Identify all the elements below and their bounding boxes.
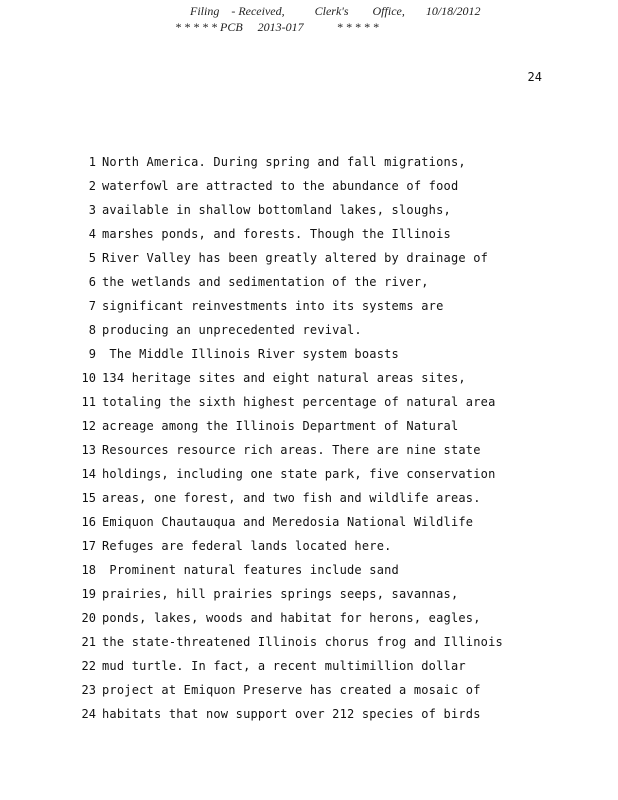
transcript-line [0, 680, 618, 704]
line-text: the wetlands and sedimentation of the river, [102, 275, 429, 289]
line-number: 21 [81, 635, 96, 649]
line-number: 17 [81, 539, 96, 553]
line-text: The Middle Illinois River system boasts [102, 347, 399, 361]
transcript-line [0, 392, 618, 416]
line-text: totaling the sixth highest percentage of natural area [102, 395, 496, 409]
transcript-line [0, 584, 618, 608]
line-text: areas, one forest, and two fish and wildlife areas. [102, 491, 481, 505]
transcript-line [0, 224, 618, 248]
line-number: 7 [88, 299, 96, 313]
transcript-line [0, 440, 618, 464]
transcript-line [0, 344, 618, 368]
line-text: prairies, hill prairies springs seeps, savannas, [102, 587, 459, 601]
line-text: the state-threatened Illinois chorus frog and Illinois [102, 635, 503, 649]
transcript-line [0, 272, 618, 296]
line-text: Prominent natural features include sand [102, 563, 399, 577]
line-text: Emiquon Chautauqua and Meredosia National Wildlife [102, 515, 474, 529]
transcript-line [0, 296, 618, 320]
line-number: 5 [88, 251, 96, 265]
transcript-line [0, 416, 618, 440]
line-text: acreage among the Illinois Department of Natural [102, 419, 459, 433]
line-text: River Valley has been greatly altered by drainage of [102, 251, 489, 265]
line-number: 11 [81, 395, 96, 409]
line-number: 22 [81, 659, 96, 673]
transcript-line [0, 176, 618, 200]
transcript-line [0, 152, 618, 176]
filing-stamp-line-2: * * * * * PCB 2013-017 * * * * * [175, 20, 379, 34]
line-number: 1 [88, 155, 96, 169]
page-number: 24 [527, 70, 542, 84]
transcript-line [0, 248, 618, 272]
line-text: producing an unprecedented revival. [102, 323, 362, 337]
line-number: 18 [81, 563, 96, 577]
transcript-line [0, 704, 618, 728]
transcript-line [0, 200, 618, 224]
line-number: 9 [88, 347, 96, 361]
transcript-line [0, 368, 618, 392]
line-text: marshes ponds, and forests. Though the Illinois [102, 227, 451, 241]
line-text: waterfowl are attracted to the abundance of food [102, 179, 459, 193]
filing-stamp-line-1: Filing - Received, Clerk's Office, 10/18/2012 [190, 4, 481, 18]
line-text: significant reinvestments into its systems are [102, 299, 444, 313]
line-text: project at Emiquon Preserve has created a mosaic of [102, 683, 481, 697]
line-number: 23 [81, 683, 96, 697]
line-number: 2 [88, 179, 96, 193]
transcript-line [0, 536, 618, 560]
line-text: available in shallow bottomland lakes, sloughs, [102, 203, 451, 217]
line-text: habitats that now support over 212 species of birds [102, 707, 481, 721]
line-text: holdings, including one state park, five conservation [102, 467, 496, 481]
line-text: mud turtle. In fact, a recent multimillion dollar [102, 659, 466, 673]
transcript-line [0, 656, 618, 680]
transcript-body [0, 152, 618, 728]
transcript-line [0, 512, 618, 536]
line-number: 10 [81, 371, 96, 385]
transcript-line [0, 320, 618, 344]
line-text: North America. During spring and fall migrations, [102, 155, 466, 169]
line-number: 14 [81, 467, 96, 481]
line-text: ponds, lakes, woods and habitat for herons, eagles, [102, 611, 481, 625]
line-number: 20 [81, 611, 96, 625]
transcript-line [0, 608, 618, 632]
line-number: 19 [81, 587, 96, 601]
line-number: 4 [88, 227, 96, 241]
line-text: Refuges are federal lands located here. [102, 539, 392, 553]
transcript-line [0, 632, 618, 656]
line-number: 6 [88, 275, 96, 289]
line-number: 15 [81, 491, 96, 505]
line-number: 12 [81, 419, 96, 433]
line-number: 24 [81, 707, 96, 721]
transcript-line [0, 560, 618, 584]
line-number: 16 [81, 515, 96, 529]
line-text: 134 heritage sites and eight natural areas sites, [102, 371, 466, 385]
transcript-line [0, 488, 618, 512]
transcript-line [0, 464, 618, 488]
line-number: 3 [88, 203, 96, 217]
line-number: 13 [81, 443, 96, 457]
line-number: 8 [88, 323, 96, 337]
line-text: Resources resource rich areas. There are nine state [102, 443, 481, 457]
